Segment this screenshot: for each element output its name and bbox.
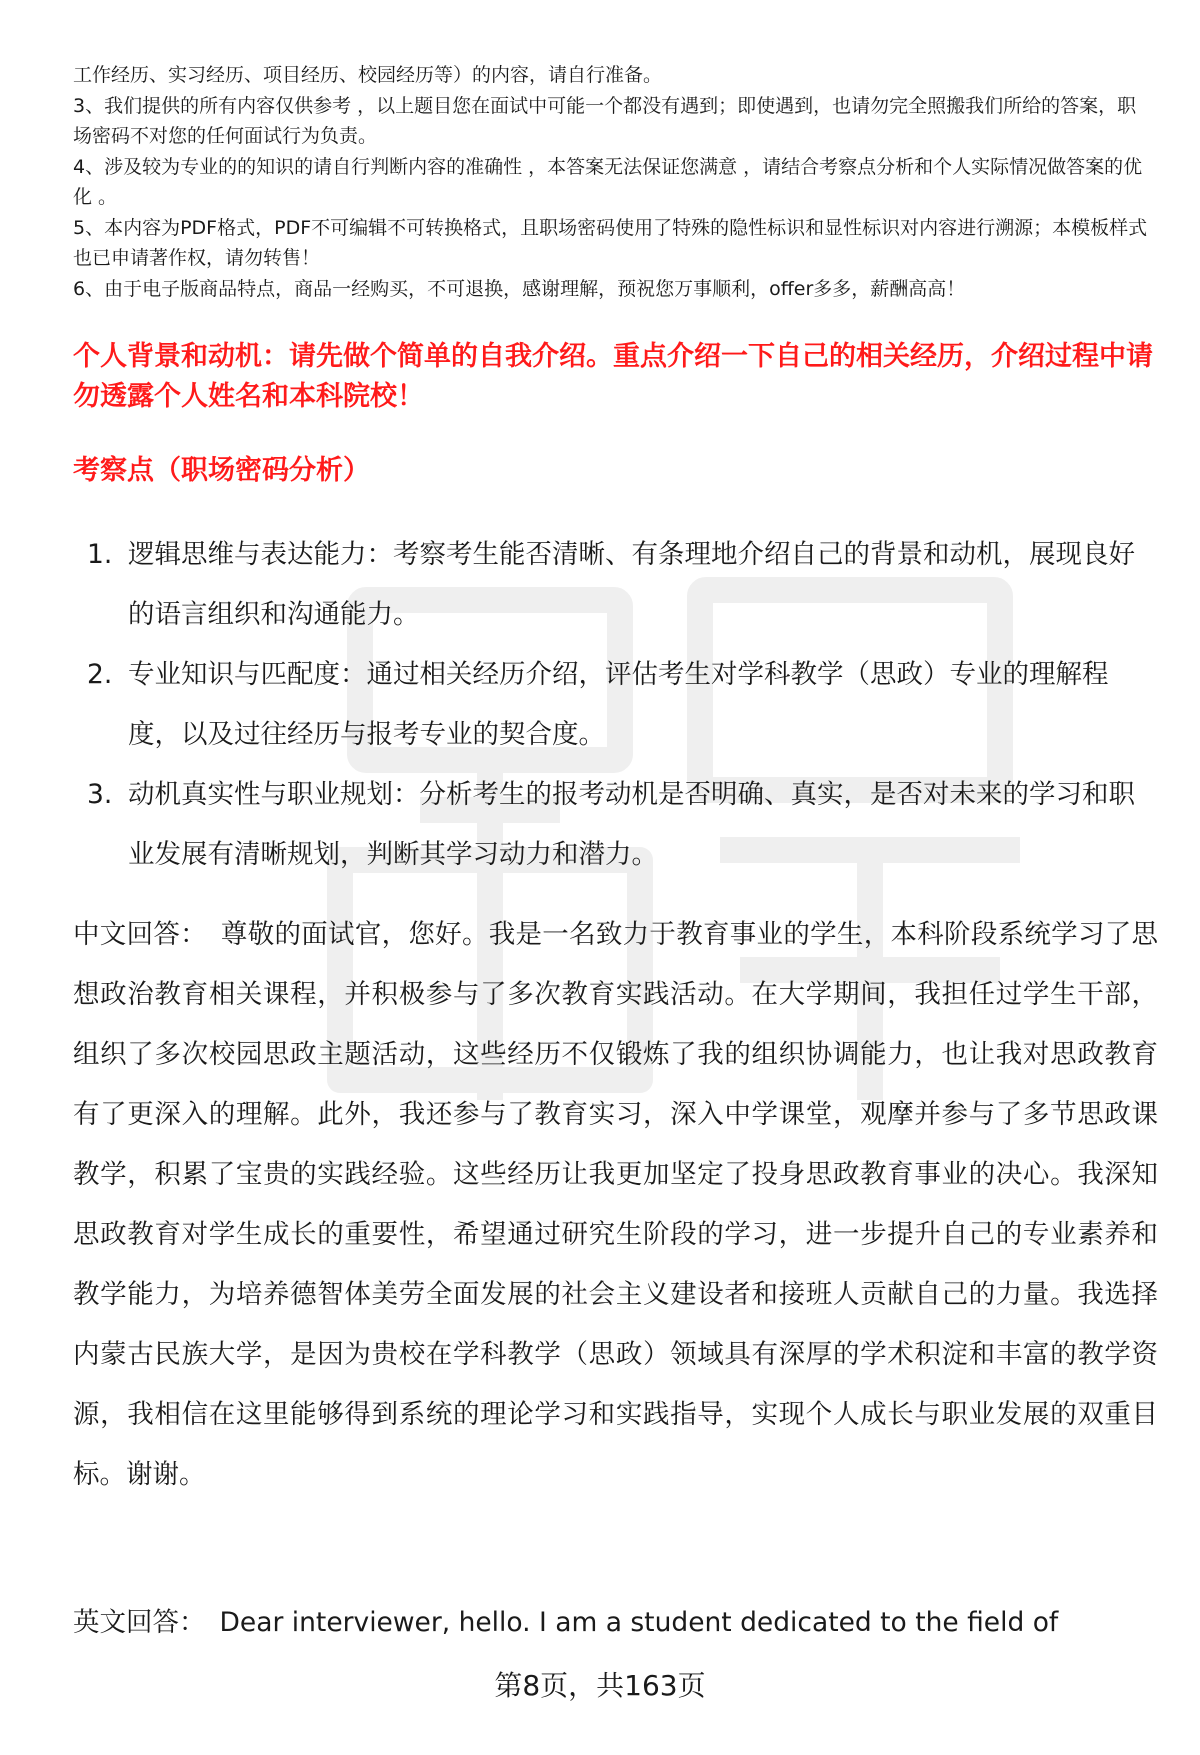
note-line: 3、我们提供的所有内容仅供参考 ，以上题目您在面试中可能一个都没有遇到；即使遇到，也请勿完全照搬我们所给的答案，职场密码不对您的任何面试行为负责。	[73, 94, 1137, 147]
list-item-text: 专业知识与匹配度：通过相关经历介绍，评估考生对学科教学（思政）专业的理解程度，以及过往经历与报考专业的契合度。	[128, 659, 1109, 750]
points-heading: 考察点（职场密码分析）	[73, 455, 370, 486]
english-answer-label: 英文回答：	[73, 1607, 206, 1638]
note-line: 6、由于电子版商品特点，商品一经购买，不可退换，感谢理解，预祝您万事顺利，offer多多，薪酬高高！	[73, 277, 966, 300]
chinese-answer-text: 尊敬的面试官，您好。我是一名致力于教育事业的学生，本科阶段系统学习了思想政治教育相关课程，并积极参与了多次教育实践活动。在大学期间，我担任过学生干部，组织了多次校园思政主题活动，这些经历不仅锻炼了我的组织协调能力，也让我对思政教育有了更深入的理解。此外，我还参与了教育实习，深入中学课堂，观摩并参与了多节思政课教学，积累了宝贵的实践经验。这些经历让我更加坚定了投身思政教育事业的决心。我深知思政教育对学生成长的重要性，希望通过研究生阶段的学习，进一步提升自己的专业素养和教学能力，为培养德智体美劳全面发展的社会主义建设者和接班人贡献自己的力量。我选择内蒙古民族大学，是因为贵校在学科教学（思政）领域具有深厚的学术积淀和丰富的教学资源，我相信在这里能够得到系统的理论学习和实践指导，实现个人成长与职业发展的双重目标。谢谢。	[73, 919, 1159, 1490]
list-number: 2.	[87, 659, 113, 690]
chinese-answer	[73, 905, 1158, 1505]
note-line: 5、本内容为PDF格式，PDF不可编辑不可转换格式，且职场密码使用了特殊的隐性标识和显性标识对内容进行溯源；本模板样式也已申请著作权，请勿转售！	[73, 216, 1148, 269]
chinese-answer-label: 中文回答：	[73, 919, 207, 950]
list-item-text: 动机真实性与职业规划：分析考生的报考动机是否明确、真实，是否对未来的学习和职业发展有清晰规划，判断其学习动力和潜力。	[128, 779, 1135, 870]
english-answer	[73, 1593, 1158, 1653]
list-number: 1.	[87, 539, 113, 570]
question-heading: 个人背景和动机：请先做个简单的自我介绍。重点介绍一下自己的相关经历，介绍过程中请勿透露个人姓名和本科院校！	[73, 341, 1153, 412]
list-item	[73, 525, 1153, 645]
list-item	[73, 645, 1153, 765]
note-line: 工作经历、实习经历、项目经历、校园经历等）的内容，请自行准备。	[73, 64, 663, 86]
english-answer-text: Dear interviewer, hello. I am a student dedicated to the field of	[219, 1607, 1059, 1638]
assessment-points-list	[73, 525, 1153, 885]
list-item-text: 逻辑思维与表达能力：考察考生能否清晰、有条理地介绍自己的背景和动机，展现良好的语言组织和沟通能力。	[128, 539, 1135, 630]
note-line: 4、涉及较为专业的的知识的请自行判断内容的准确性 ，本答案无法保证您满意 ，请结合考察点分析和个人实际情况做答案的优化 。	[73, 155, 1143, 208]
notes-block	[73, 60, 1153, 304]
page-number: 第8页，共163页	[494, 1669, 706, 1702]
list-item	[73, 765, 1153, 885]
list-number: 3.	[87, 779, 113, 810]
